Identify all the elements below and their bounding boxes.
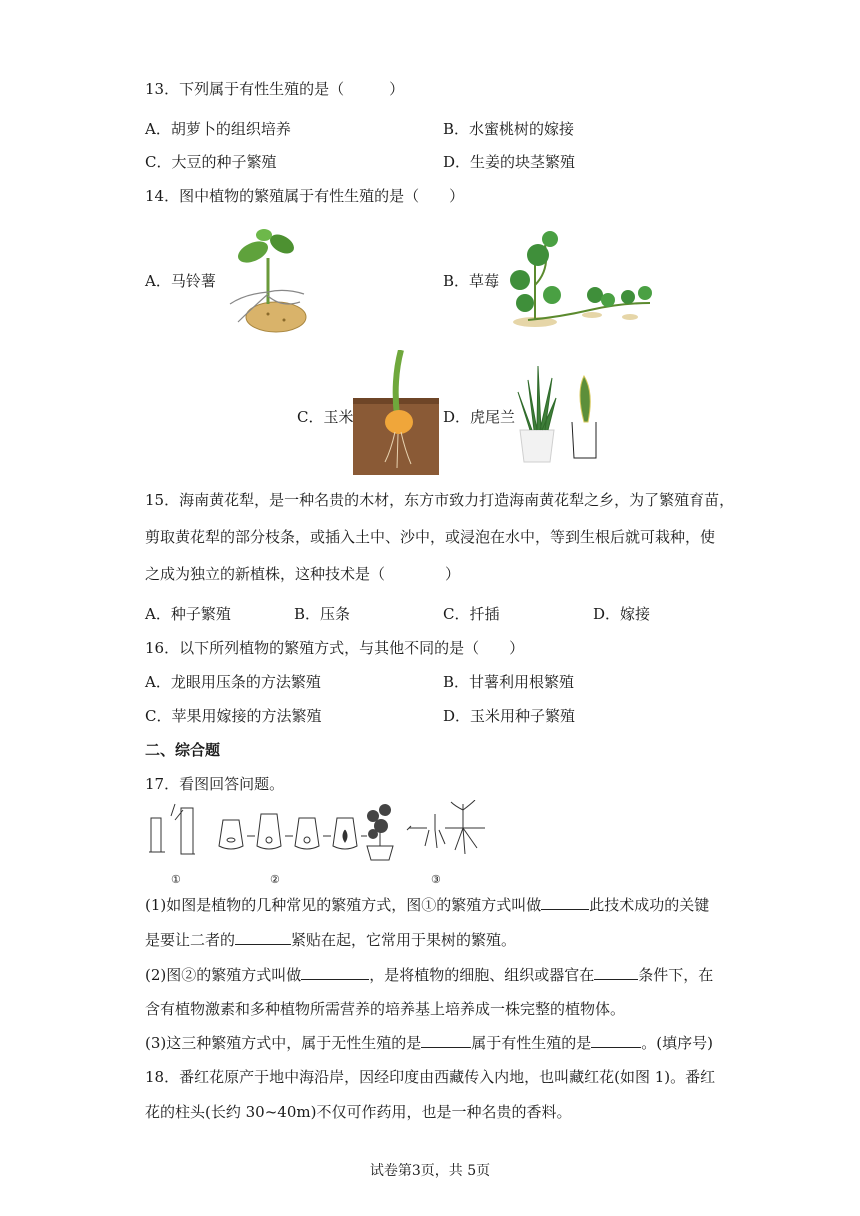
q17-part1-line1	[145, 894, 709, 915]
fig-label-2: ②	[270, 873, 280, 886]
q17-p2-text-b: ，是将植物的细胞、组织或器官在	[369, 966, 595, 984]
q18-line-2: 花的柱头(长约 30~40m)不仅可作药用，也是一种名贵的香料。	[145, 1103, 572, 1121]
q13-stem: 13．下列属于有性生殖的是（ ）	[145, 80, 405, 98]
q15-option-c: C．扦插	[443, 605, 500, 623]
q13-option-a: A．胡萝卜的组织培养	[145, 120, 291, 138]
q14-option-a: A．马铃薯	[145, 272, 216, 290]
q14-option-c: C．玉米	[297, 408, 354, 426]
q15-option-d: D．嫁接	[593, 605, 651, 623]
q17-p3-text-b: 属于有性生殖的是	[471, 1034, 592, 1052]
fig-label-3: ③	[431, 873, 441, 886]
potato-plant-image	[220, 222, 312, 334]
q17-p3-text-c: 。(填序号)	[641, 1034, 713, 1052]
q15-option-a: A．种子繁殖	[145, 605, 231, 623]
q16-option-a: A．龙眼用压条的方法繁殖	[145, 673, 321, 691]
q17-blank-3[interactable]	[301, 965, 369, 980]
q17-part2-line1	[145, 964, 713, 985]
fig-label-1: ①	[171, 873, 181, 886]
q15-option-b: B．压条	[294, 605, 351, 623]
q16-option-d: D．玉米用种子繁殖	[443, 707, 576, 725]
page-footer: 试卷第3页，共 5页	[369, 1163, 491, 1179]
q17-blank-1[interactable]	[541, 895, 589, 910]
q17-p2-text-c: 条件下，在	[638, 966, 714, 984]
q17-blank-6[interactable]	[591, 1033, 641, 1048]
strawberry-plant-image	[500, 225, 660, 329]
q13-option-d: D．生姜的块茎繁殖	[443, 153, 576, 171]
q16-option-c: C．苹果用嫁接的方法繁殖	[145, 707, 322, 725]
q17-p1-text-c: 是要让二者的	[145, 931, 236, 949]
q17-blank-5[interactable]	[421, 1033, 471, 1048]
q18-line-1: 18．番红花原产于地中海沿岸，因经印度由西藏传入内地，也叫藏红花(如图 1)。番红	[145, 1068, 716, 1086]
q14-option-d: D．虎尾兰	[443, 408, 516, 426]
corn-seedling-image	[353, 350, 439, 475]
q17-stem: 17．看图回答问题。	[145, 775, 285, 793]
q17-p2-text-a: (2)图②的繁殖方式叫做	[145, 966, 302, 984]
q14-stem: 14．图中植物的繁殖属于有性生殖的是（ ）	[145, 187, 465, 205]
q15-line-2: 剪取黄花犁的部分枝条，或插入土中、沙中，或浸泡在水中，等到生根后就可栽种，使	[145, 528, 716, 546]
propagation-methods-figure	[145, 800, 495, 886]
q17-p2-text-d: 含有植物激素和多种植物所需营养的培养基上培养成一株完整的植物体。	[145, 1000, 626, 1018]
q15-line-1: 15．海南黄花犁，是一种名贵的木材，东方市致力打造海南黄花犁之乡，为了繁殖育苗，	[145, 491, 735, 509]
section-heading: 二、综合题	[145, 741, 221, 759]
q17-p3-text-a: (3)这三种繁殖方式中，属于无性生殖的是	[145, 1034, 422, 1052]
q17-p1-text-b: 此技术成功的关键	[589, 896, 710, 914]
q17-part1-line2	[145, 929, 516, 950]
q17-blank-4[interactable]	[594, 965, 638, 980]
snake-plant-image	[512, 362, 602, 467]
q16-stem: 16．以下所列植物的繁殖方式，与其他不同的是（ ）	[145, 639, 525, 657]
q13-option-b: B．水蜜桃树的嫁接	[443, 120, 575, 138]
q14-option-b: B．草莓	[443, 272, 500, 290]
q17-part3-line1	[145, 1032, 713, 1053]
q17-p1-text-d: 紧贴在起，它常用于果树的繁殖。	[291, 931, 517, 949]
q15-line-3: 之成为独立的新植株，这种技术是（ ）	[145, 565, 461, 583]
q17-p1-text-a: (1)如图是植物的几种常见的繁殖方式，图①的繁殖方式叫做	[145, 896, 542, 914]
q13-option-c: C．大豆的种子繁殖	[145, 153, 277, 171]
q17-blank-2[interactable]	[235, 930, 291, 945]
q16-option-b: B．甘薯利用根繁殖	[443, 673, 575, 691]
